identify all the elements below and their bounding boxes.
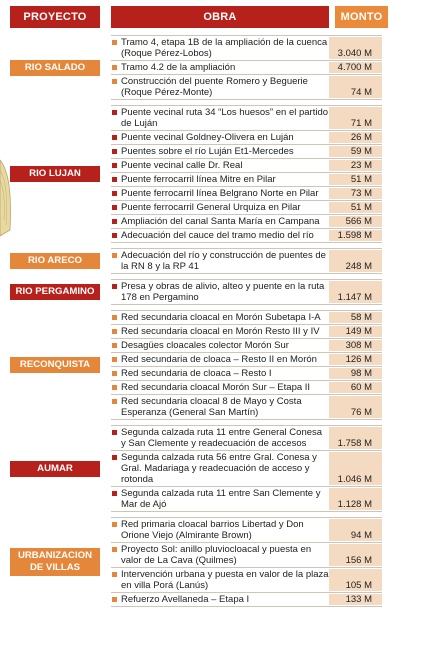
amount-cell: 98 M <box>329 368 382 379</box>
amount-cell: 76 M <box>329 396 382 418</box>
project-label-cell <box>10 248 100 274</box>
project-label-cell <box>10 279 100 305</box>
project-label: RIO SALADO <box>10 60 100 76</box>
work-description <box>111 281 329 303</box>
table-row <box>111 215 382 229</box>
table-row <box>111 201 382 215</box>
square-bullet-icon <box>112 399 117 404</box>
project-section <box>10 35 388 100</box>
project-section <box>10 279 388 305</box>
work-description <box>111 37 329 59</box>
works-list <box>111 425 382 512</box>
work-text: Ampliación del canal Santa María en Campana <box>121 216 320 227</box>
square-bullet-icon <box>112 315 117 320</box>
amount-cell: 73 M <box>329 188 382 199</box>
square-bullet-icon <box>112 149 117 154</box>
work-text: Construcción del puente Romero y Beguerie (Roque Pérez-Monte) <box>121 76 308 98</box>
work-text: Puente vecinal calle Dr. Real <box>121 160 243 171</box>
works-list <box>111 105 382 243</box>
works-list <box>111 517 382 607</box>
table-row <box>111 487 382 512</box>
project-label: RIO LUJAN <box>10 166 100 182</box>
project-label-cell <box>10 517 100 607</box>
square-bullet-icon <box>112 455 117 460</box>
square-bullet-icon <box>112 491 117 496</box>
amount-cell: 51 M <box>329 174 382 185</box>
table-row <box>111 173 382 187</box>
square-bullet-icon <box>112 110 117 115</box>
table-row <box>111 381 382 395</box>
work-text: Puente vecinal Goldney-Olivera en Luján <box>121 132 294 143</box>
amount-cell: 71 M <box>329 107 382 129</box>
work-description <box>111 354 329 365</box>
amount-cell: 133 M <box>329 594 382 605</box>
work-text: Tramo 4, etapa 1B de la ampliación de la cuenca (Roque Pérez-Lobos) <box>121 37 328 59</box>
work-description <box>111 216 329 227</box>
table-row <box>111 325 382 339</box>
amount-cell: 23 M <box>329 160 382 171</box>
work-description <box>111 396 329 418</box>
work-description <box>111 326 329 337</box>
work-text: Intervención urbana y puesta en valor de la plaza en villa Porá (Lanús) <box>121 569 329 591</box>
table-row <box>111 593 382 607</box>
square-bullet-icon <box>112 597 117 602</box>
amount-cell: 1.046 M <box>329 452 382 485</box>
work-description <box>111 174 329 185</box>
square-bullet-icon <box>112 385 117 390</box>
table-row <box>111 568 382 593</box>
square-bullet-icon <box>112 522 117 527</box>
table-row <box>111 61 382 75</box>
works-list <box>111 310 382 420</box>
square-bullet-icon <box>112 177 117 182</box>
work-description <box>111 230 329 241</box>
work-description <box>111 62 329 73</box>
works-list <box>111 35 382 100</box>
work-text: Refuerzo Avellaneda – Etapa I <box>121 594 250 605</box>
square-bullet-icon <box>112 65 117 70</box>
work-text: Red secundaria de cloaca – Resto II en Morón <box>121 354 317 365</box>
header-proyecto: PROYECTO <box>10 6 100 28</box>
work-description <box>111 519 329 541</box>
project-section <box>10 105 388 243</box>
work-description <box>111 368 329 379</box>
work-text: Segunda calzada ruta 56 entre Gral. Conesa y Gral. Madariaga y readecuación de acceso y rotonda <box>121 452 317 485</box>
table-row <box>111 367 382 381</box>
work-text: Segunda calzada ruta 11 entre San Clemente y Mar de Ajó <box>121 488 321 510</box>
work-text: Puente ferrocarril línea Belgrano Norte en Pilar <box>121 188 319 199</box>
square-bullet-icon <box>112 357 117 362</box>
square-bullet-icon <box>112 191 117 196</box>
table-row <box>111 131 382 145</box>
table-row <box>111 249 382 274</box>
works-list <box>111 279 382 305</box>
work-description <box>111 188 329 199</box>
header-monto: MONTO <box>335 6 388 28</box>
square-bullet-icon <box>112 233 117 238</box>
table-row <box>111 426 382 451</box>
work-text: Proyecto Sol: anillo pluviocloacal y puesta en valor de La Cava (Quilmes) <box>121 544 312 566</box>
square-bullet-icon <box>112 205 117 210</box>
work-text: Desagües cloacales colector Morón Sur <box>121 340 289 351</box>
work-description <box>111 488 329 510</box>
amount-cell: 1.128 M <box>329 488 382 510</box>
work-text: Adecuación del río y construcción de puentes de la RN 8 y la RP 41 <box>121 250 326 272</box>
table-row <box>111 543 382 568</box>
project-section <box>10 248 388 274</box>
table-header <box>10 6 388 28</box>
work-text: Puente ferrocarril línea Mitre en Pilar <box>121 174 276 185</box>
amount-cell: 1.598 M <box>329 230 382 241</box>
work-text: Tramo 4.2 de la ampliación <box>121 62 236 73</box>
table-row <box>111 159 382 173</box>
work-text: Red secundaria cloacal en Morón Subetapa I-A <box>121 312 321 323</box>
square-bullet-icon <box>112 219 117 224</box>
square-bullet-icon <box>112 371 117 376</box>
work-description <box>111 594 329 605</box>
work-description <box>111 427 329 449</box>
table-row <box>111 518 382 543</box>
work-description <box>111 160 329 171</box>
project-label-cell <box>10 105 100 243</box>
square-bullet-icon <box>112 284 117 289</box>
works-table <box>10 6 388 612</box>
work-text: Red secundaria cloacal en Morón Resto III y IV <box>121 326 320 337</box>
work-description <box>111 76 329 98</box>
table-row <box>111 75 382 100</box>
square-bullet-icon <box>112 135 117 140</box>
amount-cell: 566 M <box>329 216 382 227</box>
project-label: AUMAR <box>10 461 100 477</box>
table-row <box>111 187 382 201</box>
work-text: Red primaria cloacal barrios Libertad y Don Orione Viejo (Almirante Brown) <box>121 519 304 541</box>
square-bullet-icon <box>112 343 117 348</box>
work-description <box>111 312 329 323</box>
amount-cell: 1.147 M <box>329 281 382 303</box>
works-list <box>111 248 382 274</box>
amount-cell: 308 M <box>329 340 382 351</box>
project-label: RIO ARECO <box>10 253 100 269</box>
amount-cell: 3.040 M <box>329 37 382 59</box>
work-text: Presa y obras de alivio, alteo y puente en la ruta 178 en Pergamino <box>121 281 325 303</box>
table-row <box>111 280 382 305</box>
amount-cell: 59 M <box>329 146 382 157</box>
amount-cell: 156 M <box>329 544 382 566</box>
square-bullet-icon <box>112 572 117 577</box>
work-description <box>111 146 329 157</box>
square-bullet-icon <box>112 40 117 45</box>
table-row <box>111 229 382 243</box>
work-description <box>111 202 329 213</box>
project-label-cell <box>10 35 100 100</box>
work-description <box>111 250 329 272</box>
square-bullet-icon <box>112 547 117 552</box>
square-bullet-icon <box>112 329 117 334</box>
work-text: Puente ferrocarril General Urquiza en Pilar <box>121 202 301 213</box>
work-text: Puente vecinal ruta 34 “Los huesos” en el partido de Luján <box>121 107 329 129</box>
amount-cell: 94 M <box>329 519 382 541</box>
table-row <box>111 451 382 487</box>
table-row <box>111 395 382 420</box>
work-text: Red secundaria de cloaca – Resto I <box>121 368 272 379</box>
project-section <box>10 517 388 607</box>
work-description <box>111 340 329 351</box>
amount-cell: 60 M <box>329 382 382 393</box>
project-label: RIO PERGAMINO <box>10 284 100 300</box>
square-bullet-icon <box>112 253 117 258</box>
work-text: Adecuación del cauce del tramo medio del río <box>121 230 314 241</box>
table-row <box>111 145 382 159</box>
work-description <box>111 544 329 566</box>
work-description <box>111 107 329 129</box>
header-obra: OBRA <box>111 6 329 28</box>
square-bullet-icon <box>112 79 117 84</box>
amount-cell: 248 M <box>329 250 382 272</box>
amount-cell: 126 M <box>329 354 382 365</box>
project-label-cell <box>10 425 100 512</box>
work-description <box>111 382 329 393</box>
square-bullet-icon <box>112 163 117 168</box>
project-label: URBANIZACION DE VILLAS <box>10 548 100 576</box>
work-description <box>111 132 329 143</box>
work-text: Puentes sobre el río Luján Et1-Mercedes <box>121 146 294 157</box>
work-description <box>111 569 329 591</box>
project-label-cell <box>10 310 100 420</box>
amount-cell: 26 M <box>329 132 382 143</box>
table-row <box>111 353 382 367</box>
table-body <box>10 35 388 607</box>
amount-cell: 149 M <box>329 326 382 337</box>
amount-cell: 4.700 M <box>329 62 382 73</box>
table-row <box>111 339 382 353</box>
table-row <box>111 36 382 61</box>
amount-cell: 51 M <box>329 202 382 213</box>
amount-cell: 105 M <box>329 569 382 591</box>
project-section <box>10 310 388 420</box>
work-text: Segunda calzada ruta 11 entre General Conesa y San Clemente y readecuación de accesos <box>121 427 323 449</box>
work-text: Red secundaria cloacal Morón Sur – Etapa II <box>121 382 311 393</box>
amount-cell: 58 M <box>329 312 382 323</box>
square-bullet-icon <box>112 430 117 435</box>
table-row <box>111 311 382 325</box>
project-label: RECONQUISTA <box>10 357 100 373</box>
amount-cell: 1.758 M <box>329 427 382 449</box>
work-text: Red secundaria cloacal 8 de Mayo y Costa Esperanza (General San Martín) <box>121 396 302 418</box>
amount-cell: 74 M <box>329 76 382 98</box>
table-row <box>111 106 382 131</box>
project-section <box>10 425 388 512</box>
work-description <box>111 452 329 485</box>
